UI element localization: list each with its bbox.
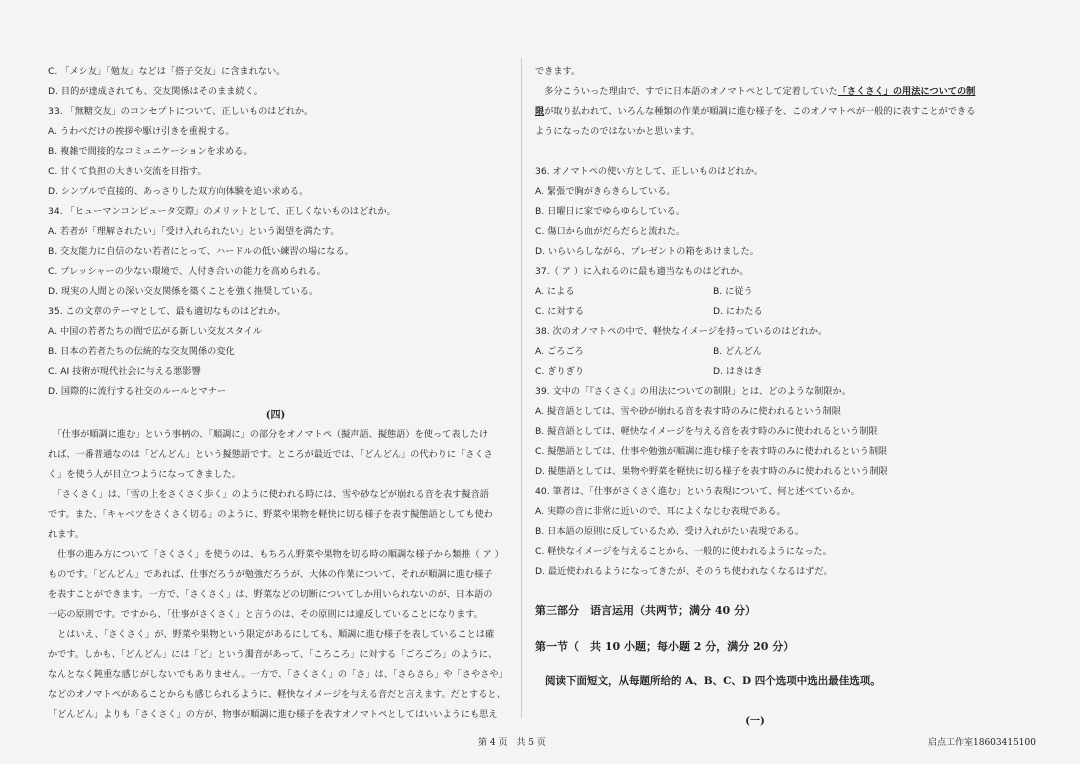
subsection-title-1: (一) bbox=[745, 716, 765, 727]
q34-option-a: A. 若者が「理解されたい」「受け入れられたい」という渇望を満たす。 bbox=[48, 226, 340, 237]
passage-line: 「どんどん」よりも「さくさく」の方が、物事が順調に進む様子を表すオノマトペとしてはいいようにも思え bbox=[48, 709, 498, 720]
q37-option-b: B. に従う bbox=[713, 286, 753, 297]
q32-option-c: C. 「メシ友」「勉友」などは「搭子交友」に含まれない。 bbox=[48, 66, 286, 77]
q39-option-a: A. 擬音語としては、雪や砂が崩れる音を表す時のみに使われるという制限 bbox=[535, 406, 841, 417]
question-37: 37.（ ア ）に入れるのに最も適当なものはどれか。 bbox=[535, 266, 749, 277]
part3-heading: 第三部分 语言运用（共两节；满分 40 分） bbox=[535, 604, 756, 617]
passage-line: く」を使う人が目立つようになってきました。 bbox=[48, 469, 241, 480]
passage-line: とはいえ、「さくさく」が、野菜や果物という限定があるにしても、順調に進む様子を表していることは確 bbox=[48, 629, 495, 640]
q34-option-b: B. 交友能力に自信のない若者にとって、ハードルの低い練習の場になる。 bbox=[48, 246, 354, 257]
passage-line: 一応の原則です。ですから、「仕事がさくさく」と言うのは、その原則には違反していることになります。 bbox=[48, 609, 483, 620]
q37-option-d: D. にわたる bbox=[713, 306, 763, 317]
question-36: 36. オノマトペの使い方として、正しいものはどれか。 bbox=[535, 166, 764, 177]
q36-option-b: B. 日曜日に家でゆらゆらしている。 bbox=[535, 206, 685, 217]
passage-line: れば、一番普通なのは「どんどん」という擬態語です。ところが最近では、「どんどん」の代わりに「さくさ bbox=[48, 449, 493, 460]
passage-line: 「さくさく」は、「雪の上をさくさく歩く」のように使われる時には、雪や砂などが崩れる音を表す擬音語 bbox=[48, 489, 489, 500]
passage-line: なんとなく鈍重な感じがしないでもありません。一方で、「さくさく」の「さ」は、「さらさら」や「さやさや」 bbox=[48, 669, 508, 680]
question-35: 35. この文章のテーマとして、最も適切なものはどれか。 bbox=[48, 306, 286, 317]
q35-option-c: C. AI 技術が現代社会に与える悪影響 bbox=[48, 366, 201, 377]
q39-option-d: D. 擬態語としては、果物や野菜を軽快に切る様子を表す時のみに使われるという制限 bbox=[535, 466, 888, 477]
passage-line: などのオノマトペがあることからも感じられるように、軽快なイメージを与える音だと言えます。だとすると、 bbox=[48, 689, 506, 700]
passage-line: できます。 bbox=[535, 66, 581, 77]
q33-option-b: B. 複雑で間接的なコミュニケーションを求める。 bbox=[48, 146, 253, 157]
q38-option-d: D. はきはき bbox=[713, 366, 763, 377]
q34-option-c: C. プレッシャーの少ない環境で、人付き合いの能力を高められる。 bbox=[48, 266, 326, 277]
q36-option-d: D. いらいらしながら、プレゼントの箱をあけました。 bbox=[535, 246, 759, 257]
instruction-text: 阅读下面短文，从每题所给的 A、B、C、D 四个选项中选出最佳选项。 bbox=[545, 675, 881, 687]
underlined-phrase: 限 bbox=[535, 106, 545, 117]
passage-line: 「仕事が順調に進む」という事柄の、「順調に」の部分をオノマトペ（擬声語、擬態語）を使って表したけ bbox=[48, 429, 489, 440]
section-title-4: (四) bbox=[265, 410, 286, 421]
q40-option-a: A. 実際の音に非常に近いので、耳によくなじむ表現である。 bbox=[535, 506, 786, 517]
underlined-phrase: 「さくさく」の用法についての制 bbox=[837, 86, 976, 97]
q32-option-d: D. 目的が達成されても、交友関係はそのまま続く。 bbox=[48, 86, 263, 97]
question-34: 34. 「ヒューマンコンピュータ交際」のメリットとして、正しくないものはどれか。 bbox=[48, 206, 396, 217]
q40-option-d: D. 最近使われるようになってきたが、そのうち使われなくなるはずだ。 bbox=[535, 566, 833, 577]
q35-option-d: D. 国際的に流行する社交のルールとマナー bbox=[48, 386, 227, 397]
section1-heading: 第一节（ 共 10 小题；每小题 2 分，满分 20 分） bbox=[535, 640, 795, 653]
q36-option-a: A. 緊張で胸がきらきらしている。 bbox=[535, 186, 676, 197]
page-number: 第 4 页 共 5 页 bbox=[478, 738, 546, 748]
q33-option-c: C. 甘くて負担の大きい交流を目指す。 bbox=[48, 166, 207, 177]
passage-line: 多分こういった理由で、すでに日本語のオノマトペとして定着していた「さくさく」の用法についての制 bbox=[535, 86, 976, 97]
q37-option-c: C. に対する bbox=[535, 306, 585, 317]
question-33: 33. 「無糖交友」のコンセプトについて、正しいものはどれか。 bbox=[48, 106, 314, 117]
passage-line: かです。しかも、「どんどん」には「ど」という濁音があって、「ころころ」に対する「ごろごろ」のように、 bbox=[48, 649, 498, 660]
q35-option-a: A. 中国の若者たちの間で広がる新しい交友スタイル bbox=[48, 326, 262, 337]
passage-line: ようになったのではないかと思います。 bbox=[535, 126, 700, 137]
q34-option-d: D. 現実の人間との深い交友関係を築くことを強く推奨している。 bbox=[48, 286, 319, 297]
passage-line: れます。 bbox=[48, 529, 85, 540]
question-39: 39. 文中の「『さくさく』の用法についての制限」とは、どのような制限か。 bbox=[535, 386, 851, 397]
q37-option-a: A. による bbox=[535, 286, 575, 297]
passage-line: 限が取り払われて、いろんな種類の作業が順調に進む様子を、このオノマトペが一般的に表すことができる bbox=[535, 106, 976, 117]
q35-option-b: B. 日本の若者たちの伝統的な交友関係の変化 bbox=[48, 346, 235, 357]
q38-option-b: B. どんどん bbox=[713, 346, 762, 357]
passage-line: です。また、「キャベツをさくさく切る」のように、野菜や果物を軽快に切る様子を表す擬態語としても使わ bbox=[48, 509, 493, 520]
q36-option-c: C. 傷口から血がだらだらと流れた。 bbox=[535, 226, 686, 237]
passage-line: 仕事の進み方について「さくさく」を使うのは、もちろん野菜や果物を切る時の順調な様子から類推（ ア ） bbox=[48, 549, 504, 560]
passage-line: ものです。「どんどん」であれば、仕事だろうが勉強だろうが、大体の作業について、それが順調に進む様子 bbox=[48, 569, 493, 580]
q39-option-c: C. 擬態語としては、仕事や勉強が順調に進む様子を表す時のみに使われるという制限 bbox=[535, 446, 888, 457]
q40-option-b: B. 日本語の原則に反しているため、受け入れがたい表現である。 bbox=[535, 526, 805, 537]
question-38: 38. 次のオノマトペの中で、軽快なイメージを持っているのはどれか。 bbox=[535, 326, 828, 337]
q38-option-c: C. ぎりぎり bbox=[535, 366, 585, 377]
passage-line: を表すことができます。一方で、「さくさく」は、野菜などの切断についてしか用いられないのが、日本語の bbox=[48, 589, 493, 600]
column-divider bbox=[521, 58, 522, 718]
q33-option-d: D. シンプルで直接的、あっさりした双方向体験を追い求める。 bbox=[48, 186, 309, 197]
q38-option-a: A. ごろごろ bbox=[535, 346, 584, 357]
question-40: 40. 筆者は、「仕事がさくさく進む」という表現について、何と述べているか。 bbox=[535, 486, 860, 497]
q33-option-a: A. うわべだけの挨拶や駆け引きを重視する。 bbox=[48, 126, 235, 137]
q40-option-c: C. 軽快なイメージを与えることから、一般的に使われるようになった。 bbox=[535, 546, 832, 557]
studio-watermark: 启点工作室18603415100 bbox=[928, 738, 1036, 748]
q39-option-b: B. 擬音語としては、軽快なイメージを与える音を表す時のみに使われるという制限 bbox=[535, 426, 878, 437]
